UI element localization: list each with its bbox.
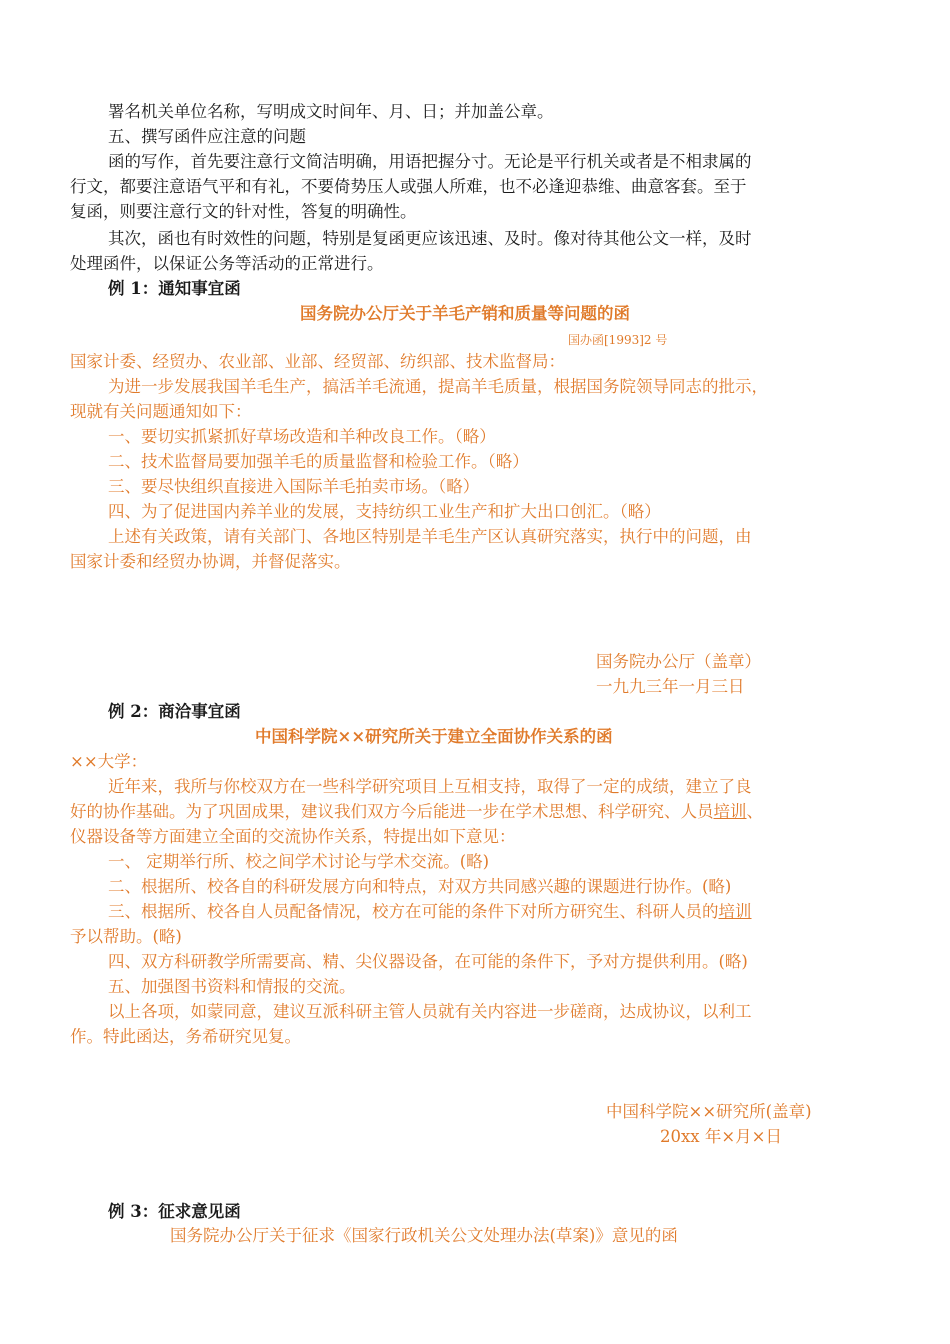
- example-2-item-3b: 予以帮助。(略): [70, 927, 182, 946]
- example-3-label: 例 3：征求意见函: [108, 1202, 241, 1221]
- intro-line-7: 处理函件，以保证公务等活动的正常进行。: [70, 254, 384, 273]
- example-1-item-2: 二、技术监督局要加强羊毛的质量监督和检验工作。（略）: [108, 452, 529, 471]
- example-2-item-1: 一、 定期举行所、校之间学术讨论与学术交流。(略): [108, 852, 490, 871]
- example-2-title: 中国科学院××研究所关于建立全面协作关系的函: [255, 727, 613, 746]
- example-1-item-1: 一、要切实抓紧抓好草场改造和羊种改良工作。（略）: [108, 427, 496, 446]
- intro-line-1: 署名机关单位名称，写明成文时间年、月、日；并加盖公章。: [108, 102, 554, 121]
- example-2-para-1c: 仪器设备等方面建立全面的交流协作关系，特提出如下意见：: [70, 827, 516, 846]
- example-2-para-1a: 近年来，我所与你校双方在一些科学研究项目上互相支持，取得了一定的成绩，建立了良: [108, 777, 752, 796]
- example-1-signature: 国务院办公厅（盖章）: [596, 652, 761, 671]
- example-1-para-2a: 上述有关政策，请有关部门、各地区特别是羊毛生产区认真研究落实，执行中的问题，由: [108, 527, 752, 546]
- example-1-para-1a: 为进一步发展我国羊毛生产，搞活羊毛流通，提高羊毛质量，根据国务院领导同志的批示，: [108, 377, 768, 396]
- example-2-para-1b: 好的协作基础。为了巩固成果，建议我们双方今后能进一步在学术思想、科学研究、人员培训、: [70, 802, 763, 821]
- example-1-para-1b: 现就有关问题通知如下：: [70, 402, 252, 421]
- example-2-item-2: 二、根据所、校各自的科研发展方向和特点，对双方共同感兴趣的课题进行协作。(略): [108, 877, 732, 896]
- example-2-date: 20xx 年×月×日: [660, 1127, 783, 1146]
- example-1-doc-number: 国办函[1993]2 号: [568, 333, 668, 347]
- underlined-term: 培训: [718, 902, 752, 921]
- intro-line-5: 复函，则要注意行文的针对性，答复的明确性。: [70, 202, 417, 221]
- intro-line-6: 其次，函也有时效性的问题，特别是复函更应该迅速、及时。像对待其他公文一样，及时: [108, 229, 752, 248]
- intro-line-3: 函的写作，首先要注意行文简洁明确，用语把握分寸。无论是平行机关或者是不相隶属的: [108, 152, 752, 171]
- example-2-signature: 中国科学院××研究所(盖章): [606, 1102, 812, 1121]
- intro-line-4: 行文，都要注意语气平和有礼，不要倚势压人或强人所难，也不必逢迎恭维、曲意客套。至于: [70, 177, 747, 196]
- example-3-title: 国务院办公厅关于征求《国家行政机关公文处理办法(草案)》意见的函: [170, 1226, 678, 1245]
- example-1-title: 国务院办公厅关于羊毛产销和质量等问题的函: [300, 304, 630, 323]
- example-2-item-5: 五、加强图书资料和情报的交流。: [108, 977, 356, 996]
- example-1-addressee: 国家计委、经贸办、农业部、业部、经贸部、纺织部、技术监督局：: [70, 352, 565, 371]
- example-2-label: 例 2：商洽事宜函: [108, 702, 241, 721]
- example-1-item-3: 三、要尽快组织直接进入国际羊毛拍卖市场。（略）: [108, 477, 480, 496]
- underlined-term: 培训: [713, 802, 747, 821]
- example-1-label: 例 1：通知事宜函: [108, 279, 241, 298]
- example-2-item-4: 四、双方科研教学所需要高、精、尖仪器设备，在可能的条件下，予对方提供利用。(略): [108, 952, 748, 971]
- example-2-item-3a: 三、根据所、校各自人员配备情况，校方在可能的条件下对所方研究生、科研人员的培训: [108, 902, 752, 921]
- example-2-para-2b: 作。特此函达，务希研究见复。: [70, 1027, 301, 1046]
- example-1-para-2b: 国家计委和经贸办协调，并督促落实。: [70, 552, 351, 571]
- example-1-date: 一九九三年一月三日: [596, 677, 745, 696]
- example-1-item-4: 四、为了促进国内养羊业的发展，支持纺织工业生产和扩大出口创汇。（略）: [108, 502, 661, 521]
- section-heading: 五、撰写函件应注意的问题: [108, 127, 306, 146]
- example-2-para-2a: 以上各项，如蒙同意，建议互派科研主管人员就有关内容进一步磋商，达成协议，以利工: [108, 1002, 752, 1021]
- example-2-addressee: ××大学：: [70, 752, 148, 771]
